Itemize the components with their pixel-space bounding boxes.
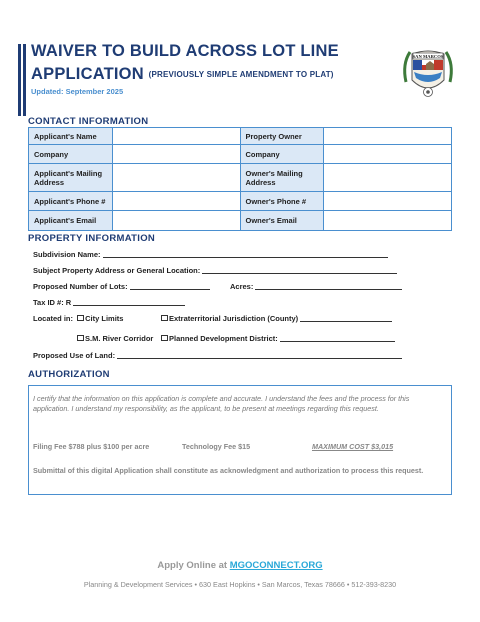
contact-section-heading: CONTACT INFORMATION — [28, 116, 149, 127]
table-row — [29, 192, 452, 211]
updated-date: Updated: September 2025 — [31, 87, 124, 96]
pdd-checkbox[interactable] — [161, 335, 168, 341]
maximum-cost: MAXIMUM COST $3,015 — [312, 442, 394, 451]
pdd-label: Planned Development District: — [169, 334, 278, 343]
owner-company-label: Company — [240, 145, 324, 164]
owner-company-field[interactable] — [324, 145, 452, 164]
table-row — [29, 211, 452, 231]
tax-id-field[interactable] — [73, 298, 185, 306]
mgoconnect-link[interactable]: MGOCONNECT.ORG — [229, 560, 323, 571]
subject-property-field[interactable] — [202, 266, 397, 274]
pdd-field[interactable] — [280, 334, 395, 342]
subject-property-label: Subject Property Address or General Location: — [33, 266, 201, 275]
table-row — [29, 164, 452, 192]
city-limits-checkbox[interactable] — [77, 315, 84, 321]
acres-field[interactable] — [255, 282, 402, 290]
owner-phone-field[interactable] — [324, 192, 452, 211]
subdivision-name-field[interactable] — [103, 250, 388, 258]
located-in-label: Located in: — [33, 314, 74, 323]
owner-email-field[interactable] — [324, 211, 452, 231]
owner-email-label: Owner's Email — [240, 211, 324, 231]
applicant-phone-label: Applicant's Phone # — [29, 192, 113, 211]
authorization-section-heading: AUTHORIZATION — [28, 369, 110, 380]
property-section-heading: PROPERTY INFORMATION — [28, 233, 156, 244]
etj-label: Extraterritorial Jurisdiction (County) — [169, 314, 299, 323]
acres-label: Acres: — [230, 282, 254, 291]
certification-statement: I certify that the information on this application is complete and accurate. I understand the fees and the process for this application. I understand my responsibility, as the applicant, to be present at meetings regarding this request. — [33, 394, 410, 413]
tax-id-label: Tax ID #: R — [33, 298, 72, 307]
applicant-phone-field[interactable] — [112, 192, 240, 211]
etj-county-field[interactable] — [300, 314, 392, 322]
applicant-company-label: Company — [29, 145, 113, 164]
proposed-lots-field[interactable] — [130, 282, 210, 290]
proposed-use-label: Proposed Use of Land: — [33, 351, 116, 360]
property-owner-field[interactable] — [324, 128, 452, 145]
applicant-name-field[interactable] — [112, 128, 240, 145]
etj-checkbox[interactable] — [161, 315, 168, 321]
applicant-email-label: Applicant's Email — [29, 211, 113, 231]
city-limits-label: City Limits — [85, 314, 124, 323]
submittal-statement: Submittal of this digital Application shall constitute as acknowledgment and authorization to process this request. — [33, 466, 424, 475]
technology-fee: Technology Fee $15 — [182, 442, 251, 451]
svg-text:SAN MARCOS: SAN MARCOS — [412, 54, 444, 59]
apply-online — [0, 560, 480, 571]
river-corridor-label: S.M. River Corridor — [85, 334, 154, 343]
proposed-lots-label: Proposed Number of Lots: — [33, 282, 128, 291]
filing-fee: Filing Fee $788 plus $100 per acre — [33, 442, 150, 451]
city-seal-logo — [396, 42, 460, 106]
owner-address-field[interactable] — [324, 164, 452, 192]
title-line-1: WAIVER TO BUILD ACROSS LOT LINE — [31, 42, 339, 60]
title-line-2: APPLICATION — [31, 65, 144, 83]
page-title — [31, 40, 391, 86]
subdivision-name-label: Subdivision Name: — [33, 250, 101, 259]
contact-table — [28, 127, 452, 231]
property-owner-label: Property Owner — [240, 128, 324, 145]
applicant-address-field[interactable] — [112, 164, 240, 192]
title-accent-bars — [18, 44, 26, 116]
apply-online-text: Apply Online at — [157, 560, 230, 571]
owner-address-label: Owner's Mailing Address — [240, 164, 324, 192]
table-row — [29, 145, 452, 164]
proposed-use-field[interactable] — [117, 351, 402, 359]
applicant-company-field[interactable] — [112, 145, 240, 164]
footer-address: Planning & Development Services • 630 East Hopkins • San Marcos, Texas 78666 • 512-393-8230 — [83, 580, 397, 589]
river-corridor-checkbox[interactable] — [77, 335, 84, 341]
applicant-address-label: Applicant's Mailing Address — [29, 164, 113, 192]
table-row — [29, 128, 452, 145]
owner-phone-label: Owner's Phone # — [240, 192, 324, 211]
applicant-name-label: Applicant's Name — [29, 128, 113, 145]
applicant-email-field[interactable] — [112, 211, 240, 231]
title-subtitle: (PREVIOUSLY SIMPLE AMENDMENT TO PLAT) — [148, 70, 334, 79]
